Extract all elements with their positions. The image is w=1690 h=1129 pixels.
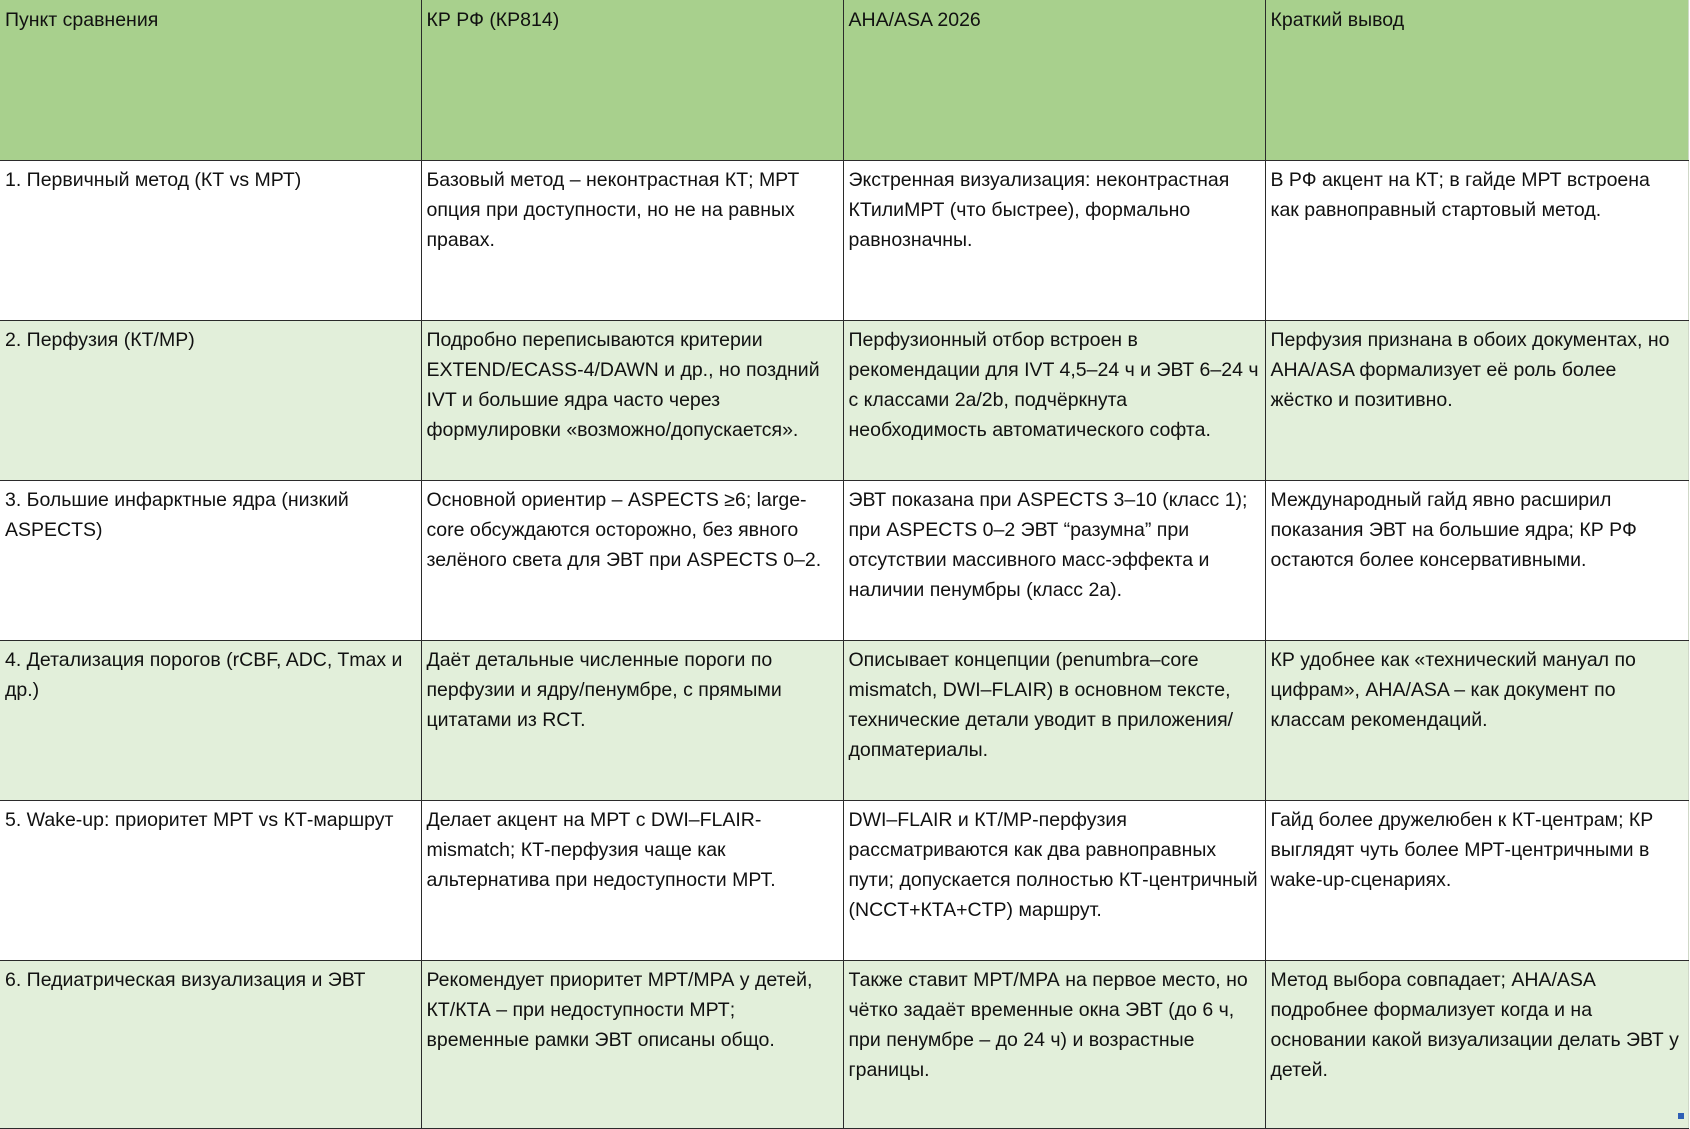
header-cell-aha-asa[interactable]: AHA/ASA 2026	[843, 1, 1265, 161]
cell-summary[interactable]: КР удобнее как «технический мануал по цифрам», AHA/ASA – как документ по классам рекомендаций.	[1265, 641, 1688, 801]
cell-summary[interactable]: В РФ акцент на КТ; в гайде МРТ встроена как равноправный стартовый метод.	[1265, 161, 1688, 321]
selection-handle[interactable]	[1678, 1113, 1684, 1119]
cell-summary[interactable]: Перфузия признана в обоих документах, но AHA/ASA формализует её роль более жёстко и позитивно.	[1265, 321, 1688, 481]
cell-summary[interactable]: Метод выбора совпадает; AHA/ASA подробнее формализует когда и на основании какой визуализации делать ЭВТ у детей.	[1265, 961, 1688, 1129]
cell-criterion[interactable]: 2. Перфузия (КТ/МР)	[0, 321, 421, 481]
table-row	[0, 481, 1688, 641]
cell-criterion[interactable]: 6. Педиатрическая визуализация и ЭВТ	[0, 961, 421, 1129]
cell-criterion[interactable]: 3. Большие инфарктные ядра (низкий ASPECTS)	[0, 481, 421, 641]
cell-summary[interactable]: Международный гайд явно расширил показания ЭВТ на большие ядра; КР РФ остаются более консервативными.	[1265, 481, 1688, 641]
header-cell-criterion[interactable]: Пункт сравнения	[0, 1, 421, 161]
cell-summary[interactable]: Гайд более дружелюбен к КТ-центрам; КР выглядят чуть более МРТ-центричными в wake-up-сценариях.	[1265, 801, 1688, 961]
cell-kr-rf[interactable]: Подробно переписываются критерии EXTEND/ECASS-4/DAWN и др., но поздний IVT и большие ядра часто через формулировки «возможно/допускается».	[421, 321, 843, 481]
header-cell-summary[interactable]: Краткий вывод	[1265, 1, 1688, 161]
table-row	[0, 961, 1688, 1129]
cell-aha-asa[interactable]: Экстренная визуализация: неконтрастная КТилиМРТ (что быстрее), формально равнозначны.	[843, 161, 1265, 321]
header-cell-kr-rf[interactable]: КР РФ (КР814)	[421, 1, 843, 161]
cell-aha-asa[interactable]: DWI–FLAIR и КТ/МР-перфузия рассматриваются как два равноправных пути; допускается полностью КТ-центричный (NCCT+КТА+CTP) маршрут.	[843, 801, 1265, 961]
table-row	[0, 641, 1688, 801]
cell-aha-asa[interactable]: Перфузионный отбор встроен в рекомендации для IVT 4,5–24 ч и ЭВТ 6–24 ч с классами 2a/2b, подчёркнута необходимость автоматического софта.	[843, 321, 1265, 481]
header-row	[0, 1, 1688, 161]
table-row	[0, 801, 1688, 961]
cell-kr-rf[interactable]: Даёт детальные численные пороги по перфузии и ядру/пенумбре, с прямыми цитатами из RCT.	[421, 641, 843, 801]
cell-aha-asa[interactable]: ЭВТ показана при ASPECTS 3–10 (класс 1); при ASPECTS 0–2 ЭВТ “разумна” при отсутствии массивного масс-эффекта и наличии пенумбры (класс 2a).	[843, 481, 1265, 641]
table-row	[0, 321, 1688, 481]
cell-kr-rf[interactable]: Основной ориентир – ASPECTS ≥6; large-core обсуждаются осторожно, без явного зелёного света для ЭВТ при ASPECTS 0–2.	[421, 481, 843, 641]
cell-kr-rf[interactable]: Рекомендует приоритет МРТ/МРА у детей, КТ/КТА – при недоступности МРТ; временные рамки ЭВТ описаны общо.	[421, 961, 843, 1129]
cell-kr-rf[interactable]: Базовый метод – неконтрастная КТ; МРТ опция при доступности, но не на равных правах.	[421, 161, 843, 321]
cell-aha-asa[interactable]: Описывает концепции (penumbra–core mismatch, DWI–FLAIR) в основном тексте, технические детали уводит в приложения/допматериалы.	[843, 641, 1265, 801]
cell-aha-asa[interactable]: Также ставит МРТ/МРА на первое место, но чётко задаёт временные окна ЭВТ (до 6 ч, при пенумбре – до 24 ч) и возрастные границы.	[843, 961, 1265, 1129]
cell-kr-rf[interactable]: Делает акцент на МРТ с DWI–FLAIR-mismatch; КТ-перфузия чаще как альтернатива при недоступности МРТ.	[421, 801, 843, 961]
table-row	[0, 161, 1688, 321]
cell-criterion[interactable]: 5. Wake-up: приоритет МРТ vs КТ-маршрут	[0, 801, 421, 961]
cell-criterion[interactable]: 1. Первичный метод (КТ vs МРТ)	[0, 161, 421, 321]
cell-criterion[interactable]: 4. Детализация порогов (rCBF, ADC, Tmax и др.)	[0, 641, 421, 801]
